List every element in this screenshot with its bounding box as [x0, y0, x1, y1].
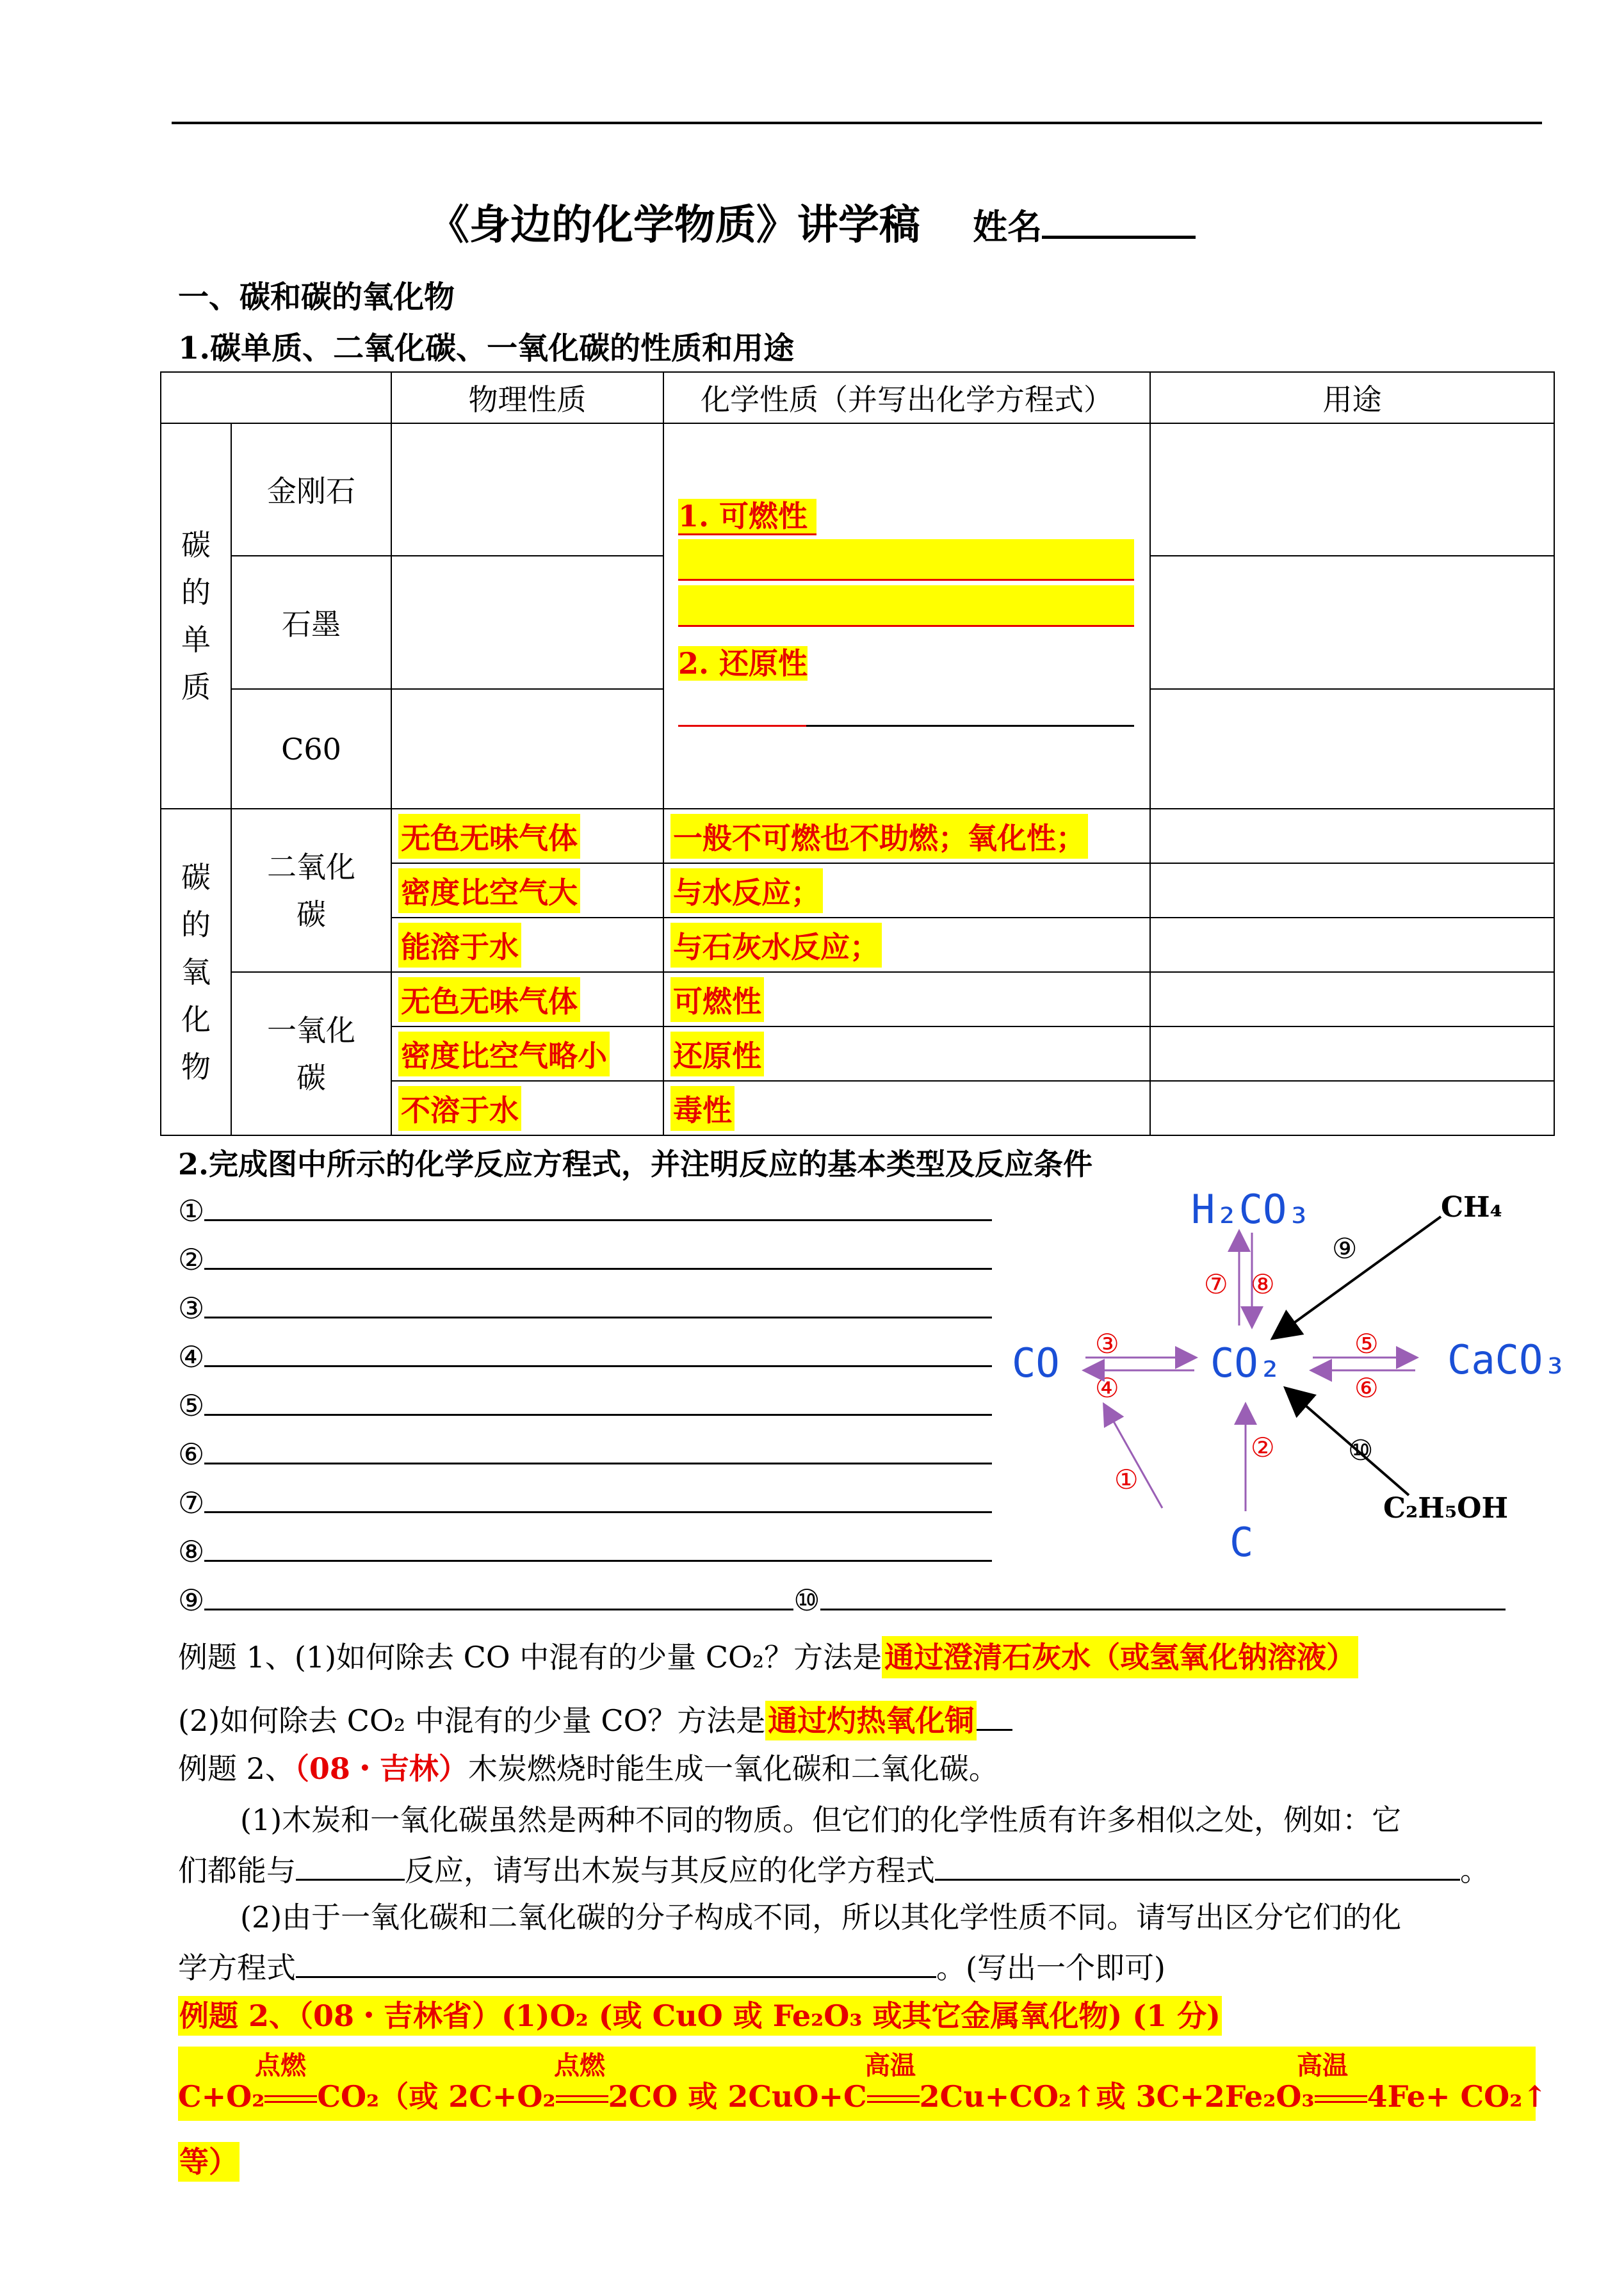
header-empty: [161, 372, 391, 423]
name-blank[interactable]: [1042, 201, 1196, 239]
c-label: C: [1230, 1519, 1254, 1566]
eq-line-6[interactable]: ⑥: [178, 1433, 992, 1472]
cell-c60-physical[interactable]: [391, 689, 663, 809]
label-6: ⑥: [1354, 1372, 1379, 1404]
cell-co-physical-3: 不溶于水: [391, 1081, 663, 1135]
cell-co2-uses-2[interactable]: [1150, 863, 1554, 918]
co-label: CO: [1012, 1340, 1060, 1386]
header-rule: [172, 122, 1542, 124]
cell-co2-uses-1[interactable]: [1150, 809, 1554, 863]
section-1-heading: 一、碳和碳的氧化物: [178, 279, 455, 315]
example-1-q1: 例题 1、(1)如何除去 CO 中混有的少量 CO₂？方法是通过澄清石灰水（或氢氧化钠溶液）: [178, 1638, 1358, 1676]
h2co3-label: H₂CO₃: [1191, 1186, 1311, 1233]
cell-co-physical-1: 无色无味气体: [391, 972, 663, 1026]
row-label-c60: C60: [231, 689, 391, 809]
table-row: [161, 972, 1554, 1026]
table-row: [161, 423, 1554, 556]
cell-co2-chemical-3: 与石灰水反应；: [663, 918, 1150, 972]
example-1-a2: 通过灼热氧化铜: [765, 1701, 977, 1740]
cond-ignite-1: 点燃: [255, 2050, 306, 2080]
label-3: ③: [1095, 1328, 1119, 1359]
eq-line-4[interactable]: ④: [178, 1336, 992, 1374]
header-chemical: 化学性质（并写出化学方程式）: [663, 372, 1150, 423]
label-9: ⑨: [1332, 1233, 1358, 1265]
example-1-a1: 通过澄清石灰水（或氢氧化钠溶液）: [882, 1636, 1358, 1678]
eq-line-8[interactable]: ⑧: [178, 1530, 992, 1569]
cell-co-chemical-1: 可燃性: [663, 972, 1150, 1026]
answer-line-2[interactable]: [678, 585, 1134, 627]
cell-co-uses-1[interactable]: [1150, 972, 1554, 1026]
cond-hightemp-2: 高温: [1297, 2050, 1348, 2080]
cell-co2-chemical-2: 与水反应；: [663, 863, 1150, 918]
eq-line-3[interactable]: ③: [178, 1287, 992, 1326]
row-label-graphite: 石墨: [231, 556, 391, 690]
cell-co-uses-2[interactable]: [1150, 1026, 1554, 1081]
label-1: ①: [1114, 1464, 1139, 1495]
answer-line-3: 等）: [178, 2139, 240, 2181]
reducing-label: 2. 还原性: [678, 646, 808, 681]
answer-line-3a[interactable]: [678, 725, 806, 727]
cell-co2-chemical-1: 一般不可燃也不助燃；氧化性；: [663, 809, 1150, 863]
title-text: 《身边的化学物质》讲学稿: [428, 201, 920, 249]
ch4-label: CH₄: [1441, 1191, 1502, 1224]
eq-line-2[interactable]: ②: [178, 1238, 992, 1277]
example-2-intro: 例题 2、（08・吉林）木炭燃烧时能生成一氧化碳和二氧化碳。: [178, 1751, 998, 1786]
properties-table: [160, 371, 1555, 1136]
cell-co-chemical-3: 毒性: [663, 1081, 1150, 1135]
label-7: ⑦: [1204, 1269, 1228, 1300]
cell-co2-physical-2: 密度比空气大: [391, 863, 663, 918]
cond-ignite-2: 点燃: [554, 2050, 605, 2080]
name-label: 姓名: [973, 206, 1043, 247]
caco3-label: CaCO₃: [1447, 1336, 1567, 1383]
row-label-co2: 二氧化 碳: [231, 809, 391, 972]
example-1-q2: (2)如何除去 CO₂ 中混有的少量 CO？方法是通过灼热氧化铜: [178, 1699, 1012, 1740]
example-2-p2a: (2)由于一氧化碳和二氧化碳的分子构成不同，所以其化学性质不同。请写出区分它们的化: [240, 1900, 1402, 1934]
co2-label: CO₂: [1210, 1340, 1282, 1386]
eq-line-7[interactable]: ⑦: [178, 1482, 992, 1520]
cell-co2-physical-3: 能溶于水: [391, 918, 663, 972]
cell-co-uses-3[interactable]: [1150, 1081, 1554, 1135]
eq-line-5[interactable]: ⑤: [178, 1384, 992, 1423]
page-title: [0, 192, 1624, 251]
cell-co2-uses-3[interactable]: [1150, 918, 1554, 972]
group-label-carbon-elements: 碳 的 单 质: [161, 423, 231, 809]
reaction-diagram: [999, 1172, 1601, 1582]
example-2-p1b: 们都能与 反应，请写出木炭与其反应的化学方程式 。: [178, 1849, 1490, 1890]
table-row: [161, 809, 1554, 863]
answer-line-3b[interactable]: [806, 725, 1134, 727]
cell-graphite-uses[interactable]: [1150, 556, 1554, 690]
label-4: ④: [1095, 1372, 1119, 1404]
cond-hightemp-1: 高温: [865, 2050, 916, 2080]
cell-c60-uses[interactable]: [1150, 689, 1554, 809]
header-uses: 用途: [1150, 372, 1554, 423]
table-header-row: [161, 372, 1554, 423]
label-10: ⑩: [1348, 1434, 1374, 1467]
label-8: ⑧: [1251, 1269, 1275, 1300]
cell-diamond-uses[interactable]: [1150, 423, 1554, 556]
section-1-subheading: 1.碳单质、二氧化碳、一氧化碳的性质和用途: [178, 330, 795, 366]
answer-line-1[interactable]: [678, 539, 1134, 581]
cell-co2-physical-1: 无色无味气体: [391, 809, 663, 863]
answer-line-1: 例题 2、（08・吉林省）(1)O₂ (或 CuO 或 Fe₂O₃ 或其它金属氧化物) (1 分): [178, 1993, 1222, 2035]
eq-line-9-10[interactable]: ⑨ ⑩: [178, 1579, 1506, 1618]
answer-equations: C+O₂ CO₂（或 2C+O₂ 2CO 或 2CuO+C 2Cu+CO₂↑或 3C+2Fe₂O₃ 4Fe+ CO₂↑: [178, 2079, 1547, 2114]
example-2-p2b: 学方程式 。(写出一个即可): [178, 1947, 1165, 1987]
row-label-diamond: 金刚石: [231, 423, 391, 556]
row-label-co: 一氧化 碳: [231, 972, 391, 1135]
section-2-heading: 2.完成图中所示的化学反应方程式，并注明反应的基本类型及反应条件: [178, 1147, 1093, 1181]
group-label-carbon-oxides: 碳 的 氧 化 物: [161, 809, 231, 1135]
cell-graphite-physical[interactable]: [391, 556, 663, 690]
label-5: ⑤: [1354, 1328, 1379, 1359]
eq-line-1[interactable]: ①: [178, 1190, 992, 1228]
combustibility-label: 1. 可燃性: [678, 499, 816, 535]
label-2: ②: [1251, 1432, 1275, 1463]
cell-carbon-chemical[interactable]: [663, 423, 1150, 809]
example-2-p1a: (1)木炭和一氧化碳虽然是两种不同的物质。但它们的化学性质有许多相似之处，例如：它: [240, 1803, 1402, 1837]
cell-co-physical-2: 密度比空气略小: [391, 1026, 663, 1081]
cell-co-chemical-2: 还原性: [663, 1026, 1150, 1081]
cell-diamond-physical[interactable]: [391, 423, 663, 556]
c2h5oh-label: C₂H₅OH: [1383, 1492, 1509, 1525]
header-physical: 物理性质: [391, 372, 663, 423]
